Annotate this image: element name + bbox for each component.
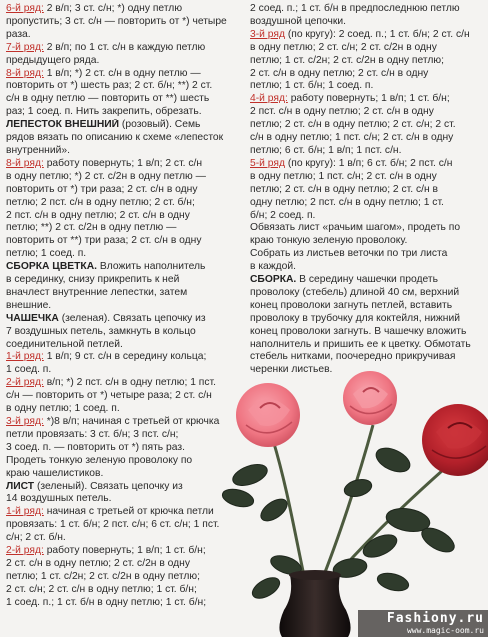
text-segment: (по кругу): 2 соед. п.; 1 ст. б/н; 2 ст. с/н <box>284 28 470 40</box>
text-line <box>250 158 484 171</box>
text-segment: (по кругу): 1 в/п; 6 ст. б/н; 2 пст. с/н <box>284 157 453 169</box>
text-line <box>6 584 240 597</box>
text-segment: петлю; 2 ст. с/н в одну петлю; 2 ст. с/н в <box>250 183 438 195</box>
text-segment: Продеть тонкую зеленую проволоку по <box>6 454 193 466</box>
text-line <box>250 197 484 210</box>
text-line <box>250 55 484 68</box>
text-segment: 2 ст. с/н; 2 ст. с/н в одну петлю; 1 ст. б/н; <box>6 583 197 595</box>
text-segment: проволоку (стебель) длиной 40 см, верхний <box>250 286 460 298</box>
text-line <box>250 93 484 106</box>
text-line <box>250 29 484 42</box>
text-line <box>6 455 240 468</box>
text-segment: петлю; 1 ст. с/2н; 2 ст. с/2н в одну петлю; <box>6 570 200 582</box>
text-line <box>250 210 484 223</box>
text-segment: Собрать из листьев веточки по три листа <box>250 248 448 260</box>
text-segment: 1 в/п; 9 ст. с/н в середину кольца; <box>43 351 207 363</box>
row-label: 8-й ряд: <box>6 157 44 169</box>
text-line <box>6 364 240 377</box>
text-segment: черенки листьев. <box>250 364 333 376</box>
text-segment: конец проволоки загнуть петлей, вставить <box>250 299 453 311</box>
text-line <box>250 261 484 274</box>
text-line <box>6 493 240 506</box>
text-segment: 2 в/п; 3 ст. с/н; *) одну петлю <box>43 3 183 14</box>
text-segment: (розовый). Семь <box>119 119 201 131</box>
text-segment: предыдущего ряда. <box>6 54 100 66</box>
text-segment: проволоку в трубочку для коктейля, нижний <box>250 312 461 324</box>
text-line <box>6 106 240 119</box>
roses-photo <box>208 370 488 637</box>
text-segment: одну петлю; 2 пст. с/н в одну петлю; 1 ст. <box>250 196 444 208</box>
row-label: 6-й ряд: <box>6 3 44 14</box>
text-segment: стебель нитками, поочередно прикручивая <box>250 351 456 363</box>
section-heading: СБОРКА ЦВЕТКА. <box>6 261 97 273</box>
text-segment: в одну петлю; 1 пст. с/н; 2 ст. с/н в одну <box>250 170 437 182</box>
text-line <box>6 300 240 313</box>
text-segment: 2 ст. с/н в одну петлю; 2 ст. с/н в одну <box>250 67 429 79</box>
text-segment: петли провязать: 3 ст. б/н; 3 пст. с/н; <box>6 428 179 440</box>
text-segment: петлю; 1 соед. п. <box>6 248 87 260</box>
text-segment: 14 воздушных петель. <box>6 493 112 505</box>
text-segment: в одну петлю; *) 2 ст. с/2н в одну петлю — <box>6 170 206 182</box>
text-segment: работу повернуть; 1 в/п; 1 ст. б/н; <box>287 93 450 105</box>
left-text-column <box>6 3 240 610</box>
text-line <box>250 235 484 248</box>
text-line <box>6 42 240 55</box>
text-segment: работу повернуть; 1 в/п; 1 ст. б/н; <box>43 545 206 557</box>
text-segment: с/н в одну петлю — повторить от **) шесть <box>6 93 210 105</box>
text-line <box>6 390 240 403</box>
text-segment: повторить от *) шесть раз; 2 ст. б/н; **) 2 ст. <box>6 80 213 92</box>
text-line <box>6 545 240 558</box>
text-segment: 2 пст. с/н в одну петлю; 2 ст. с/н в одну <box>250 106 434 118</box>
text-segment: с/н — повторить от *) четыре раза; 2 ст. с/н <box>6 390 212 402</box>
pink-rose-center <box>343 371 397 425</box>
text-segment: 2 соед. п.; 1 ст. б/н в предпоследнюю петлю <box>250 3 460 14</box>
text-segment: наполнитель и пришить ее к цветку. Обмотать <box>250 338 471 350</box>
row-label: 2-й ряд: <box>6 545 44 557</box>
text-segment: работу повернуть; 1 в/п; 2 ст. с/н <box>43 157 203 169</box>
watermark <box>387 611 484 635</box>
text-segment: 2 пст. с/н в одну петлю; 2 ст. с/н в одну <box>6 209 190 221</box>
text-segment: 7 воздушных петель, замкнуть в кольцо <box>6 325 196 337</box>
text-line <box>6 506 240 519</box>
text-line <box>6 429 240 442</box>
pink-rose-left <box>236 383 300 447</box>
text-segment: краю тонкую зеленую проволоку. <box>250 235 408 247</box>
text-line <box>6 377 240 390</box>
text-line <box>6 326 240 339</box>
text-line <box>6 261 240 274</box>
text-line <box>250 287 484 300</box>
text-line <box>6 339 240 352</box>
text-line <box>6 158 240 171</box>
text-segment: Вложить наполнитель <box>97 261 206 273</box>
text-segment: петлю; **) 2 ст. с/2н в одну петлю — <box>6 222 177 234</box>
text-line <box>250 119 484 132</box>
text-line <box>6 351 240 364</box>
section-heading: ЛЕПЕСТОК ВНЕШНИЙ <box>6 119 120 131</box>
text-line <box>6 235 240 248</box>
text-segment: петлю; 2 пст. с/н в одну петлю; 2 ст. б/н; <box>6 196 195 208</box>
row-label: 7-й ряд: <box>6 41 44 53</box>
text-segment: провязать: 1 ст. б/н; 2 пст. с/н; 6 ст. с/н; 1 пст. <box>6 519 220 531</box>
text-segment: краю чашелистиков. <box>6 467 104 479</box>
text-segment: с/н в одну петлю; 1 пст. с/н; 2 ст. с/н в одну <box>250 132 454 144</box>
text-segment: внешние. <box>6 299 52 311</box>
text-segment: петлю; 1 ст. б/н; 1 соед. п. <box>250 80 374 92</box>
text-segment: Обвязать лист «рачьим шагом», продеть по <box>250 222 461 234</box>
section-heading: ЧАШЕЧКА <box>6 312 59 324</box>
text-line <box>6 29 240 42</box>
section-heading: СБОРКА. <box>250 274 297 286</box>
text-line <box>250 145 484 158</box>
row-label: 5-й ряд <box>250 157 285 169</box>
text-line <box>6 416 240 429</box>
text-line <box>6 222 240 235</box>
text-line <box>250 68 484 81</box>
text-line <box>6 532 240 545</box>
text-segment: 1 в/п; *) 2 ст. с/н в одну петлю — <box>43 67 201 79</box>
text-line <box>6 274 240 287</box>
text-line <box>6 3 240 16</box>
text-line <box>6 171 240 184</box>
text-line <box>6 403 240 416</box>
text-line <box>6 571 240 584</box>
text-segment: рядов вязать по описанию к схеме «лепесток <box>6 132 224 144</box>
text-line <box>250 274 484 287</box>
text-line <box>250 106 484 119</box>
row-label: 3-й ряд: <box>6 416 44 427</box>
text-segment: 1 соед. п.; 1 ст. б/н в одну петлю; 1 ст. б/н; <box>6 596 207 608</box>
text-line <box>6 119 240 132</box>
text-line <box>6 197 240 210</box>
text-segment: внутренний». <box>6 144 70 156</box>
text-line <box>250 132 484 145</box>
text-segment: в каждой. <box>250 261 297 273</box>
watermark-url: www.magic-oom.ru <box>406 626 484 635</box>
row-label: 2-й ряд: <box>6 377 44 389</box>
text-line <box>6 68 240 81</box>
text-segment: б/н; 2 соед. п. <box>250 209 316 221</box>
text-segment: 3 соед. п. — повторить от *) пять раз. <box>6 441 185 453</box>
row-label: 1-й ряд: <box>6 351 44 363</box>
text-line <box>6 184 240 197</box>
text-line <box>250 339 484 352</box>
text-line <box>6 93 240 106</box>
row-label: 8-й ряд: <box>6 67 44 79</box>
text-line <box>6 145 240 158</box>
text-segment: повторить от **) три раза; 2 ст. с/н в одну <box>6 235 202 247</box>
text-segment: (зеленый). Связать цепочку из <box>34 480 183 492</box>
text-line <box>250 16 484 29</box>
text-line <box>6 468 240 481</box>
text-segment: 1 соед. п. <box>6 364 52 376</box>
row-label: 1-й ряд: <box>6 506 44 518</box>
text-segment: в одну петлю; 2 ст. с/н; 2 ст. с/2н в одну <box>250 41 437 53</box>
section-heading: ЛИСТ <box>6 480 35 492</box>
text-segment: воздушной цепочки. <box>250 15 346 27</box>
text-line <box>6 287 240 300</box>
text-line <box>6 132 240 145</box>
red-rose-right <box>422 404 488 476</box>
watermark-site: Fashiony.ru <box>386 611 484 626</box>
text-line <box>250 313 484 326</box>
text-segment: В середину чашечки продеть <box>296 274 438 286</box>
text-line <box>250 3 484 16</box>
text-segment: петлю; 2 ст. с/н в одну петлю; 2 ст. с/н; 2 ст. <box>250 119 456 131</box>
text-segment: в одну петлю; 1 соед. п. <box>6 403 120 415</box>
text-segment: раза. <box>6 28 31 40</box>
right-text-column <box>250 3 484 377</box>
text-segment: петлю; 1 ст. с/2н; 2 ст. с/2н в одну петлю; <box>250 54 444 66</box>
text-line <box>6 248 240 261</box>
text-line <box>6 55 240 68</box>
text-line <box>250 351 484 364</box>
text-line <box>6 442 240 455</box>
text-line <box>250 171 484 184</box>
text-segment: петлю; 6 ст. б/н; 1 в/п; 1 пст. с/н. <box>250 144 402 156</box>
text-line <box>250 222 484 235</box>
text-segment: 2 в/п; по 1 ст. с/н в каждую петлю <box>43 41 206 53</box>
text-line <box>250 184 484 197</box>
text-line <box>6 519 240 532</box>
text-line <box>250 248 484 261</box>
text-segment: *)8 в/п; начиная с третьей от крючка <box>43 416 220 427</box>
text-segment: 2 ст. с/н в одну петлю; 2 ст. с/2н в одну <box>6 557 191 569</box>
text-segment: пропустить; 3 ст. с/н — повторить от *) четыре <box>6 15 227 27</box>
text-segment: раз; 1 соед. п. Нить закрепить, обрезать. <box>6 106 202 118</box>
text-line <box>6 16 240 29</box>
text-segment: повторить от *) три раза; 2 ст. с/н в одну <box>6 183 198 195</box>
text-line <box>6 558 240 571</box>
text-segment: в серединку, снизу прикрепить к ней <box>6 274 180 286</box>
text-line <box>250 42 484 55</box>
text-segment: в/п; *) 2 пст. с/н в одну петлю; 1 пст. <box>43 377 216 389</box>
text-line <box>6 597 240 610</box>
text-line <box>250 300 484 313</box>
vase <box>279 575 350 637</box>
text-line <box>250 326 484 339</box>
text-segment: начиная с третьей от крючка петли <box>43 506 214 518</box>
text-line <box>6 481 240 494</box>
text-segment: (зеленая). Связать цепочку из <box>58 312 206 324</box>
text-line <box>6 80 240 93</box>
text-segment: с/н; 2 ст. б/н. <box>6 532 66 544</box>
text-line <box>6 313 240 326</box>
text-segment: соединительной петлей. <box>6 338 123 350</box>
text-segment: вначлест внутренние лепестки, затем <box>6 286 188 298</box>
row-label: 4-й ряд: <box>250 93 288 105</box>
text-line <box>6 210 240 223</box>
text-segment: конец проволоки загнуть. В чашечку вложить <box>250 325 467 337</box>
row-label: 3-й ряд <box>250 28 285 40</box>
text-line <box>250 80 484 93</box>
